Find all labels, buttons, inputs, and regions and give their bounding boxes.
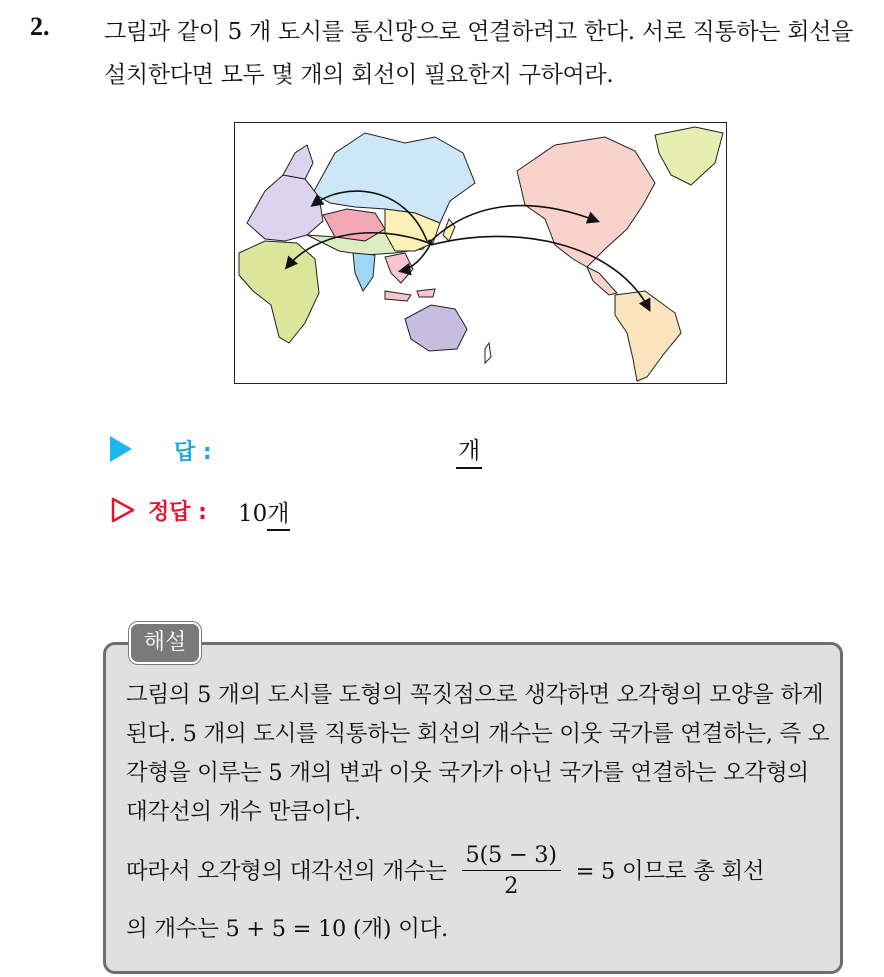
fraction-denominator: 2 [504,873,519,899]
formula-prefix: 따라서 오각형의 대각선의 개수는 [126,858,447,885]
correct-value [238,495,290,528]
region-australia [405,305,467,351]
explanation-text [126,676,836,949]
explanation-paragraph: 그림의 5 개의 도시를 도형의 꼭짓점으로 생각하면 오각형의 모양을 하게 된다. 5 개의 도시를 직통하는 회선의 개수는 이웃 국가를 연결하는, 즉 오각형을 이루는 5 개의 변과 이웃 국가가 아닌 국가를 연결하는 오각형의 대각선의 개수 만큼이다. [126,682,830,825]
region-south-america [615,291,681,381]
region-russia [313,133,475,223]
play-triangle-icon [110,436,132,462]
region-europe [247,175,323,241]
outline-triangle-icon [110,497,136,523]
correct-label: 정답 : [148,500,207,525]
explanation-tag: 해설 [129,622,201,664]
world-map-figure [234,122,727,384]
correct-unit: 개 [267,501,289,531]
formula-suffix: = 5 이므로 총 회선 [575,858,765,885]
region-india [353,253,375,291]
explanation-formula-line [126,842,836,899]
region-north-america [517,137,655,267]
question-text: 그림과 같이 5 개 도시를 통신망으로 연결하려고 한다. 서로 직통하는 회선을 설치한다면 모두 몇 개의 회선이 필요한지 구하여라. [104,19,853,88]
correct-number: 10 [238,501,268,527]
question-number: 2. [30,12,50,41]
answer-label: 답 : [174,440,212,465]
fraction [462,840,561,901]
region-africa [239,241,319,343]
fraction-numerator: 5(5 − 3) [462,840,561,871]
answer-unit[interactable]: 개 [456,432,482,469]
explanation-last-line: 의 개수는 5 + 5 = 10 (개) 이다. [126,916,448,942]
region-greenland [655,127,723,185]
